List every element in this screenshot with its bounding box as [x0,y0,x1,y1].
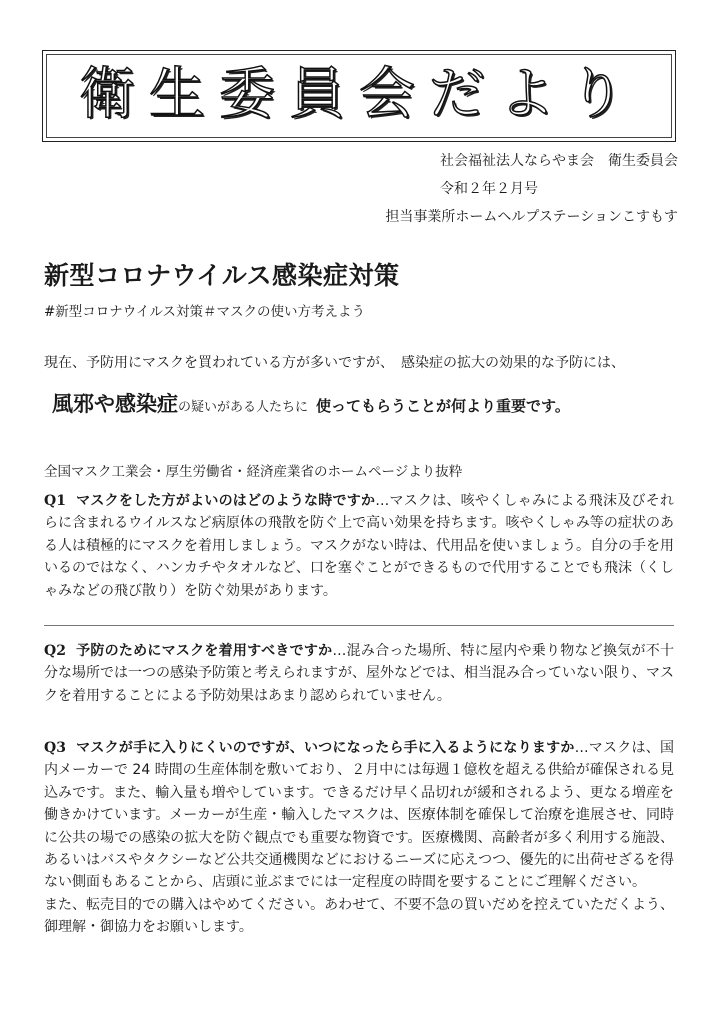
header-issue: 令和２年２月号 [440,181,538,197]
qa-item-2 [44,640,674,707]
emphasis-bold: 使ってもらうことが何より重要です。 [316,397,570,415]
article-source: 全国マスク工業会・厚生労働省・経済産業省のホームページより抜粋 [44,464,463,480]
masthead-title: 衛生委員会だより [79,62,639,127]
emphasis-small: の疑いがある人たちに [178,400,309,415]
article-headline: 新型コロナウイルス感染症対策 [44,261,400,290]
qa-label: Q1 [44,493,66,509]
emphasis-line [52,388,570,418]
qa-item-1 [44,490,674,602]
qa-label: Q3 [44,740,66,756]
header-contact: 担当事業所ホームヘルプステーションこすもす [385,209,678,225]
qa-answer-extra: また、転売目的での購入はやめてください。あわせて、不要不急の買いだめを控えていただくよう、御理解・御協力をお願いします。 [44,896,674,936]
emphasis-big: 風邪や感染症 [52,392,178,416]
qa-question: マスクをした方がよいのはどのような時ですか [75,493,376,509]
article-intro: 現在、予防用にマスクを買われている方が多いですが、 感染症の拡大の効果的な予防には、 [44,355,625,371]
qa-label: Q2 [44,643,66,659]
qa-answer: …マスクは、国内メーカーで 24 時間の生産体制を敷いており、２月中には毎週１億枚を超える供給が確保される見込みです。また、輸入量も増やしています。できるだけ早く品切れが緩和されるよう、更なる増産を働きかけています。メーカーが生産・輸入したマスクは、医療体制を確保して治療を進展させ、同時に公共の場での感染の拡大を防ぐ観点でも重要な物資です。医療機関、高齢者が多く利用する施設、あるいはバスやタクシーなど公共交通機関などにおけるニーズに応えつつ、優先的に出荷せざるを得ない側面もあることから、店頭に並ぶまでには一定程度の時間を要することにご理解ください。 [44,740,674,891]
header-organization: 社会福祉法人ならやま会 衛生委員会 [440,153,678,169]
qa-question: マスクが手に入りにくいのですが、いつになったら手に入るようになりますか [75,740,575,756]
qa-item-3 [44,737,674,939]
section-divider [44,625,674,626]
masthead-box [42,50,676,142]
qa-answer: …マスクは、咳やくしゃみによる飛沫及びそれらに含まれるウイルスなど病原体の飛散を防ぐ上で高い効果を持ちます。咳やくしゃみ等の症状のある人は積極的にマスクを着用しましょう。マスクがない時は、代用品を使いましょう。自分の手を用いるのではなく、ハンカチやタオルなど、口を塞ぐことができるもので代用することでも飛沫（くしゃみなどの飛び散り）を防ぐ効果があります。 [44,493,675,599]
qa-question: 予防のためにマスクを着用すべきですか [75,643,333,659]
article-hashtags: #新型コロナウイルス対策＃マスクの使い方考えよう [44,304,366,320]
qa-answer: …混み合った場所、特に屋内や乗り物など換気が不十分な場所では一つの感染予防策と考えられますが、屋外などでは、相当混み合っていない限り、マスクを着用することによる予防効果はあまり認められていません。 [44,643,674,704]
